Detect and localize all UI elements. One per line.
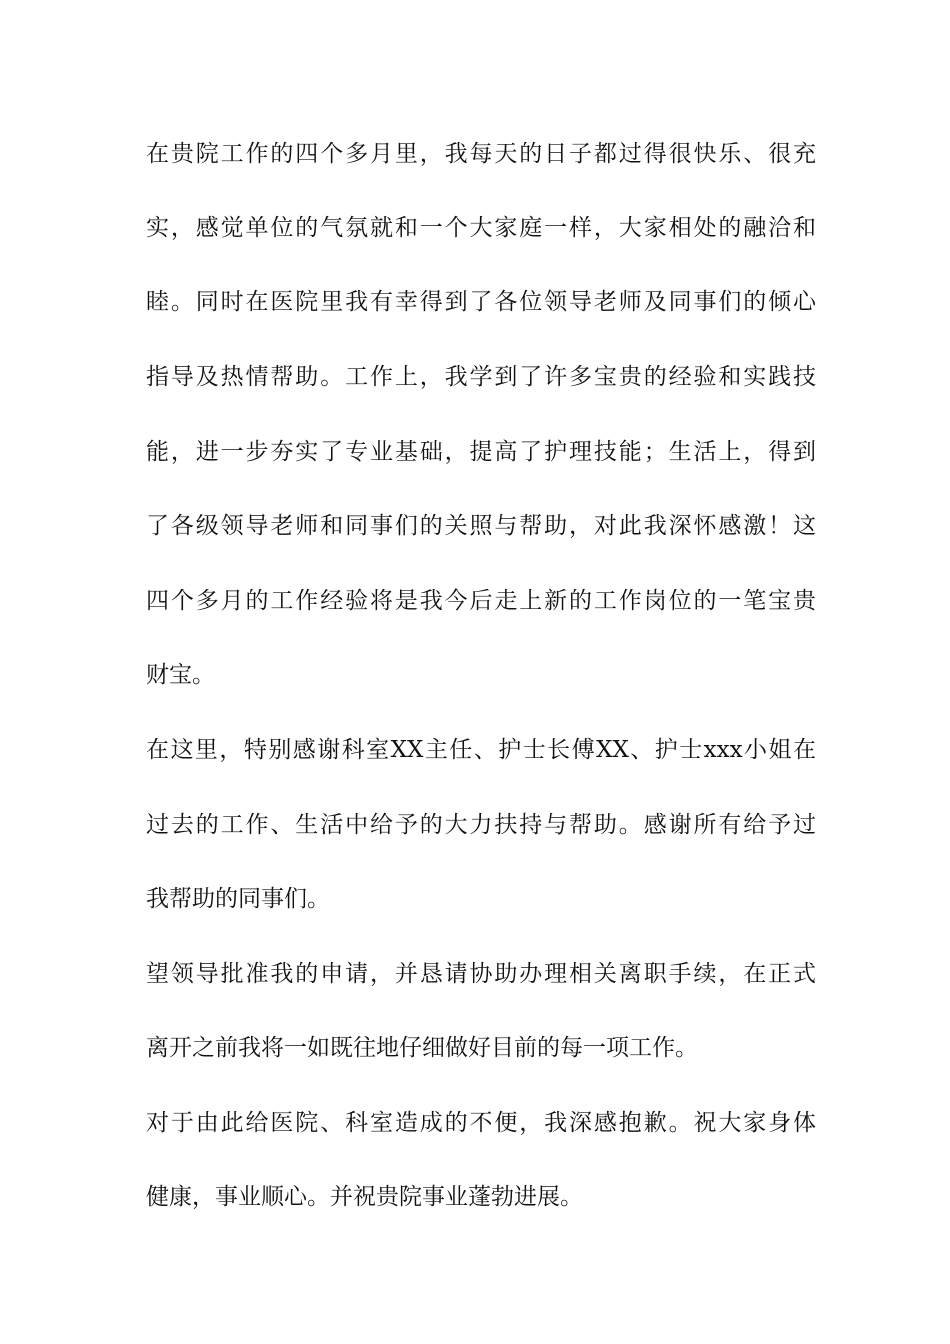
paragraph-1-line-6: 了各级领导老师和同事们的关照与帮助，对此我深怀感激！这	[146, 513, 816, 539]
paragraph-1-line-8: 财宝。	[146, 662, 215, 688]
paragraph-4-line-2: 健康，事业顺心。并祝贵院事业蓬勃进展。	[146, 1184, 583, 1210]
paragraph-1-line-4: 指导及热情帮助。工作上，我学到了许多宝贵的经验和实践技	[146, 364, 816, 390]
paragraph-2-line-2: 过去的工作、生活中给予的大力扶持与帮助。感谢所有给予过	[146, 812, 816, 838]
paragraph-1-line-1: 在贵院工作的四个多月里，我每天的日子都过得很快乐、很充	[146, 141, 816, 167]
paragraph-4-line-1: 对于由此给医院、科室造成的不便，我深感抱歉。祝大家身体	[146, 1110, 816, 1136]
paragraph-3-line-2: 离开之前我将一如既往地仔细做好目前的每一项工作。	[146, 1035, 698, 1061]
paragraph-2-line-3: 我帮助的同事们。	[146, 886, 330, 912]
paragraph-1-line-5: 能，进一步夯实了专业基础，提高了护理技能；生活上，得到	[146, 439, 816, 465]
paragraph-1-line-2: 实，感觉单位的气氛就和一个大家庭一样，大家相处的融洽和	[146, 215, 816, 241]
paragraph-1-line-3: 睦。同时在医院里我有幸得到了各位领导老师及同事们的倾心	[146, 289, 816, 315]
paragraph-3-line-1: 望领导批准我的申请，并恳请协助办理相关离职手续，在正式	[146, 961, 816, 987]
paragraph-1-line-7: 四个多月的工作经验将是我今后走上新的工作岗位的一笔宝贵	[146, 588, 816, 614]
paragraph-2-line-1: 在这里，特别感谢科室XX主任、护士长傅XX、护士xxx小姐在	[146, 737, 816, 763]
